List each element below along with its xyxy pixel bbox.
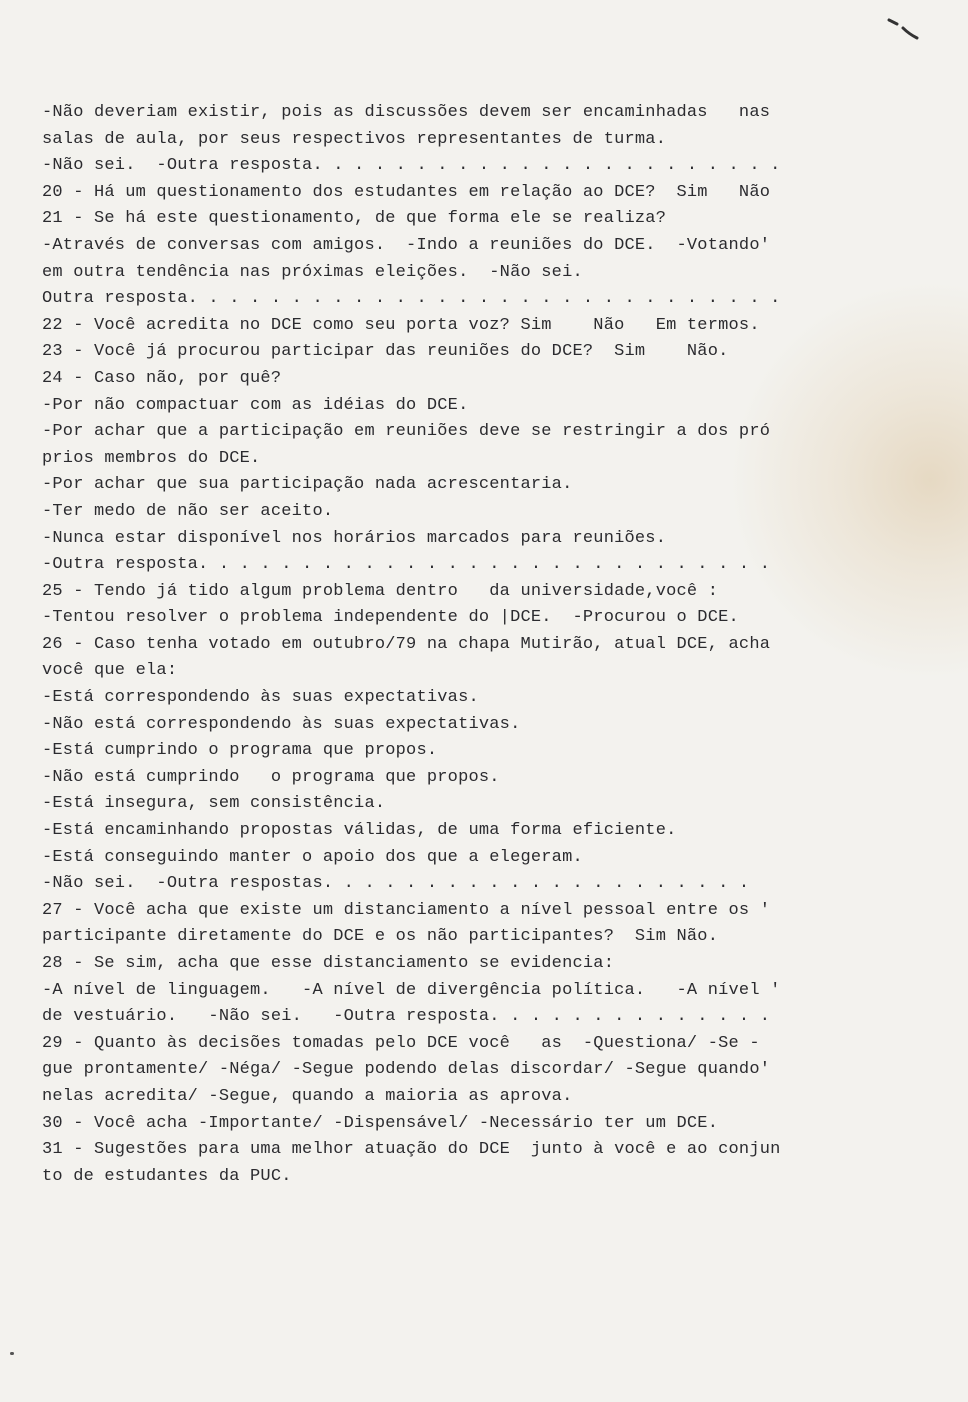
- question-24: 24 - Caso não, por quê?: [42, 368, 282, 388]
- text-line: -Através de conversas com amigos. -Indo a reuniões do DCE. -Votando': [42, 235, 771, 255]
- question-29: 29 - Quanto às decisões tomadas pelo DCE você as -Questiona/ -Se -: [42, 1033, 760, 1053]
- text-line: -Não está cumprindo o programa que propos.: [42, 767, 500, 787]
- text-line: -Por achar que sua participação nada acrescentaria.: [42, 475, 573, 495]
- questionnaire-text: [42, 100, 922, 1190]
- text-line: -Não deveriam existir, pois as discussões devem ser encaminhadas nas: [42, 103, 771, 122]
- text-line: nelas acredita/ -Segue, quando a maioria as aprova.: [42, 1086, 573, 1106]
- question-23: 23 - Você já procurou participar das reuniões do DCE? Sim Não.: [42, 342, 729, 362]
- question-25: 25 - Tendo já tido algum problema dentro da universidade,você :: [42, 581, 719, 601]
- text-line: você que ela:: [42, 661, 178, 681]
- question-20: 20 - Há um questionamento dos estudantes em relação ao DCE? Sim Não: [42, 182, 771, 202]
- text-line: -Não sei. -Outra respostas. . . . . . . . . . . . . . . . . . . . .: [42, 874, 750, 894]
- text-line: -Está correspondendo às suas expectativas.: [42, 688, 479, 708]
- text-line: -Está insegura, sem consistência.: [42, 794, 386, 814]
- text-line: -Está conseguindo manter o apoio dos que a elegeram.: [42, 847, 583, 867]
- text-line: gue prontamente/ -Néga/ -Segue podendo delas discordar/ -Segue quando': [42, 1060, 771, 1080]
- question-27: 27 - Você acha que existe um distanciamento a nível pessoal entre os ': [42, 900, 771, 920]
- question-26: 26 - Caso tenha votado em outubro/79 na chapa Mutirão, atual DCE, acha: [42, 634, 771, 654]
- text-line: -A nível de linguagem. -A nível de divergência política. -A nível ': [42, 980, 781, 1000]
- text-line: -Não sei. -Outra resposta. . . . . . . . . . . . . . . . . . . . . . .: [42, 156, 781, 176]
- text-line: Outra resposta. . . . . . . . . . . . . . . . . . . . . . . . . . . . .: [42, 289, 781, 309]
- text-line: -Nunca estar disponível nos horários marcados para reuniões.: [42, 528, 667, 548]
- text-line: -Ter medo de não ser aceito.: [42, 501, 334, 521]
- text-line: -Está encaminhando propostas válidas, de uma forma eficiente.: [42, 821, 677, 841]
- question-30: 30 - Você acha -Importante/ -Dispensável/ -Necessário ter um DCE.: [42, 1113, 719, 1133]
- text-line: to de estudantes da PUC.: [42, 1166, 292, 1186]
- text-line: participante diretamente do DCE e os não participantes? Sim Não.: [42, 927, 719, 947]
- ink-mark-icon: [885, 14, 925, 44]
- text-line: -Não está correspondendo às suas expectativas.: [42, 714, 521, 734]
- text-line: -Outra resposta. . . . . . . . . . . . . . . . . . . . . . . . . . . .: [42, 555, 771, 575]
- text-line: prios membros do DCE.: [42, 448, 261, 468]
- question-21: 21 - Se há este questionamento, de que forma ele se realiza?: [42, 209, 667, 229]
- text-line: -Tentou resolver o problema independente do |DCE. -Procurou o DCE.: [42, 608, 739, 628]
- text-line: de vestuário. -Não sei. -Outra resposta. . . . . . . . . . . . . .: [42, 1007, 771, 1027]
- text-line: -Por achar que a participação em reuniões deve se restringir a dos pró: [42, 422, 771, 442]
- text-line: em outra tendência nas próximas eleições. -Não sei.: [42, 262, 583, 282]
- text-line: -Está cumprindo o programa que propos.: [42, 741, 438, 761]
- question-22: 22 - Você acredita no DCE como seu porta voz? Sim Não Em termos.: [42, 315, 760, 335]
- text-line: salas de aula, por seus respectivos representantes de turma.: [42, 129, 667, 149]
- question-31: 31 - Sugestões para uma melhor atuação do DCE junto à você e ao conjun: [42, 1140, 781, 1160]
- margin-dot: [10, 1352, 14, 1355]
- question-28: 28 - Se sim, acha que esse distanciamento se evidencia:: [42, 954, 615, 973]
- text-line: -Por não compactuar com as idéias do DCE.: [42, 395, 469, 415]
